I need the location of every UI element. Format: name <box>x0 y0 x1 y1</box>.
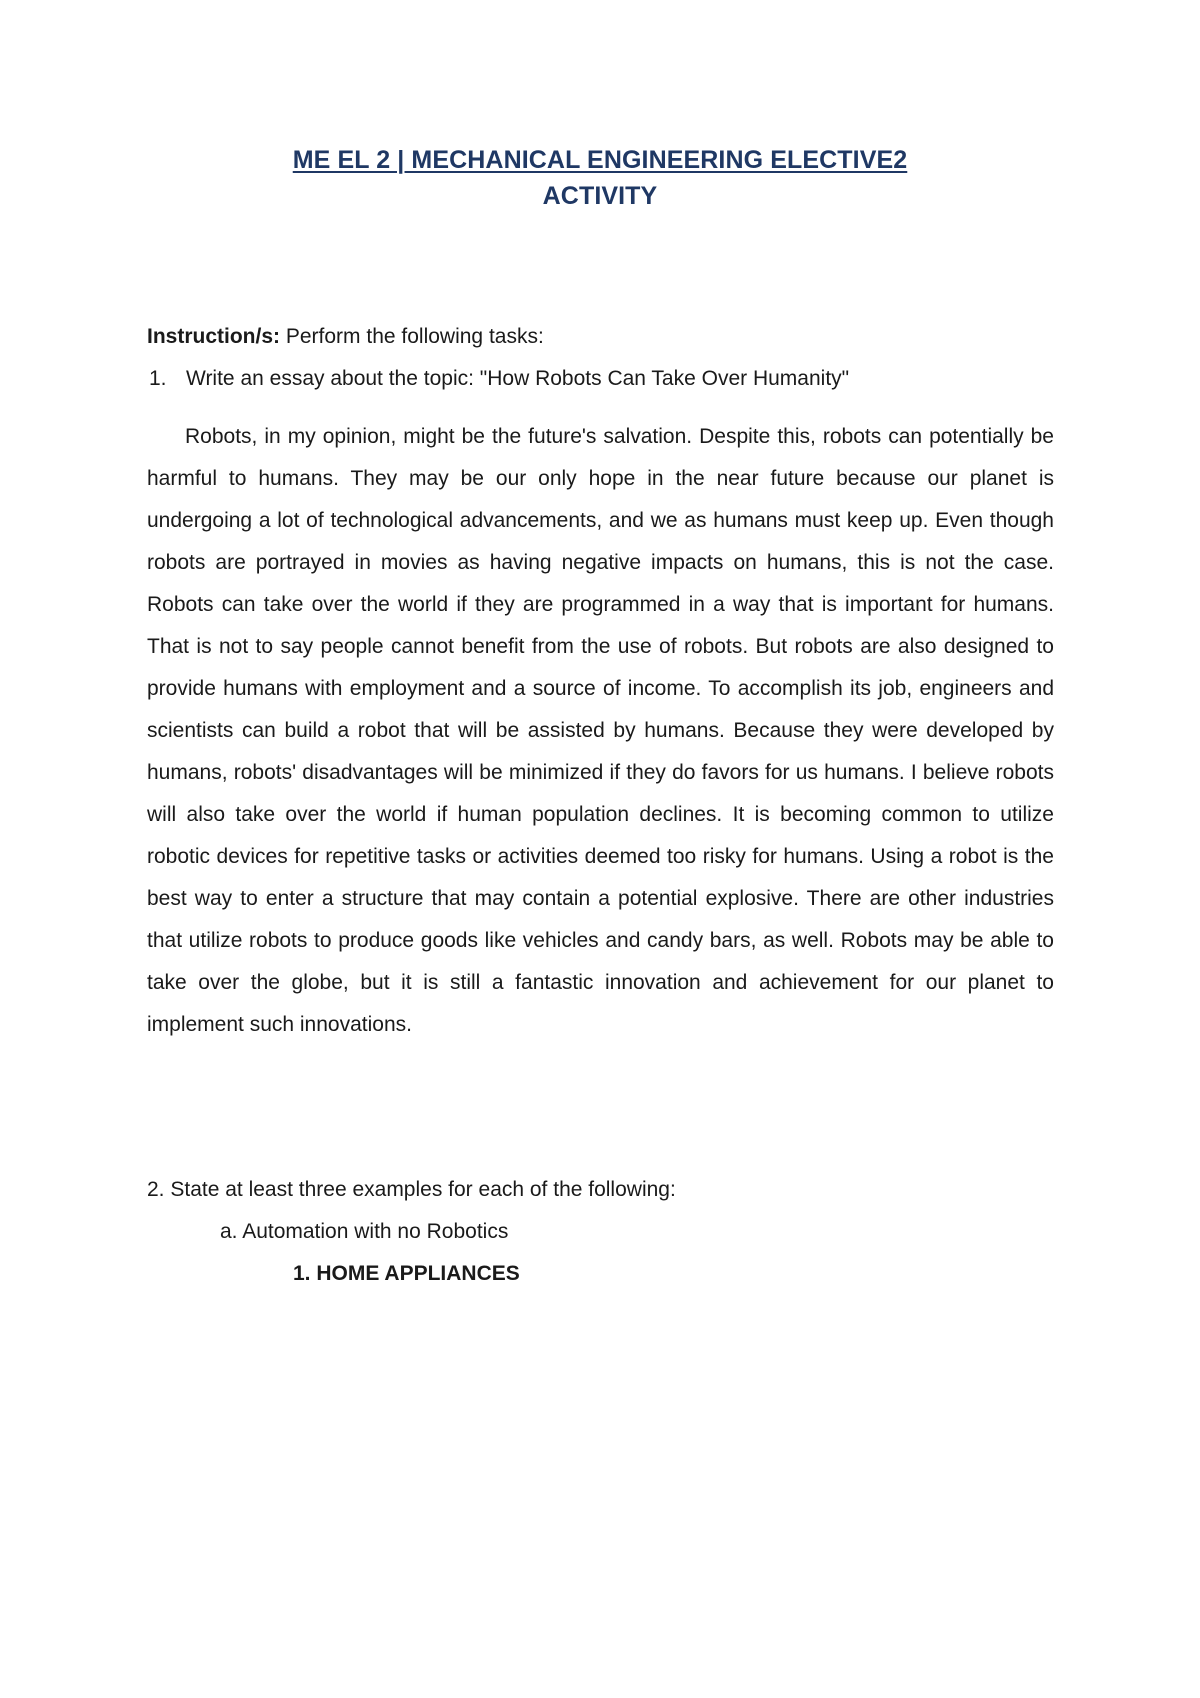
task-2: 2. State at least three examples for each of the following: <box>147 1178 676 1201</box>
task-2-sub-a: a. Automation with no Robotics <box>220 1220 509 1243</box>
task-2-sub-a-item-1: 1. HOME APPLIANCES <box>293 1262 520 1285</box>
task-1-number: 1. <box>149 367 167 390</box>
task-1 <box>149 367 849 391</box>
essay-paragraph: Robots, in my opinion, might be the future's salvation. Despite this, robots can potentially be harmful to humans. They may be our only hope in the near future because our planet is undergoing a lot of technological advancements, and we as humans must keep up. Even though robots are portrayed in movies as having negative impacts on humans, this is not the case. Robots can take over the world if they are programmed in a way that is important for humans. That is not to say people cannot benefit from the use of robots. But robots are also designed to provide humans with employment and a source of income. To accomplish its job, engineers and scientists can build a robot that will be assisted by humans. Because they were developed by humans, robots' disadvantages will be minimized if they do favors for us humans. I believe robots will also take over the world if human population declines. It is becoming common to utilize robotic devices for repetitive tasks or activities deemed too risky for humans. Using a robot is the best way to enter a structure that may contain a potential explosive. There are other industries that utilize robots to produce goods like vehicles and candy bars, as well. Robots may be able to take over the globe, but it is still a fantastic innovation and achievement for our planet to implement such innovations. <box>147 425 1054 1036</box>
document-title: ME EL 2 | MECHANICAL ENGINEERING ELECTIVE2 <box>292 146 908 174</box>
task-1-text: Write an essay about the topic: "How Robots Can Take Over Humanity" <box>186 367 850 390</box>
instruction-line <box>147 325 544 349</box>
instruction-text: Perform the following tasks: <box>280 325 544 348</box>
document-subtitle: ACTIVITY <box>542 182 658 210</box>
instruction-label: Instruction/s: <box>147 325 281 348</box>
